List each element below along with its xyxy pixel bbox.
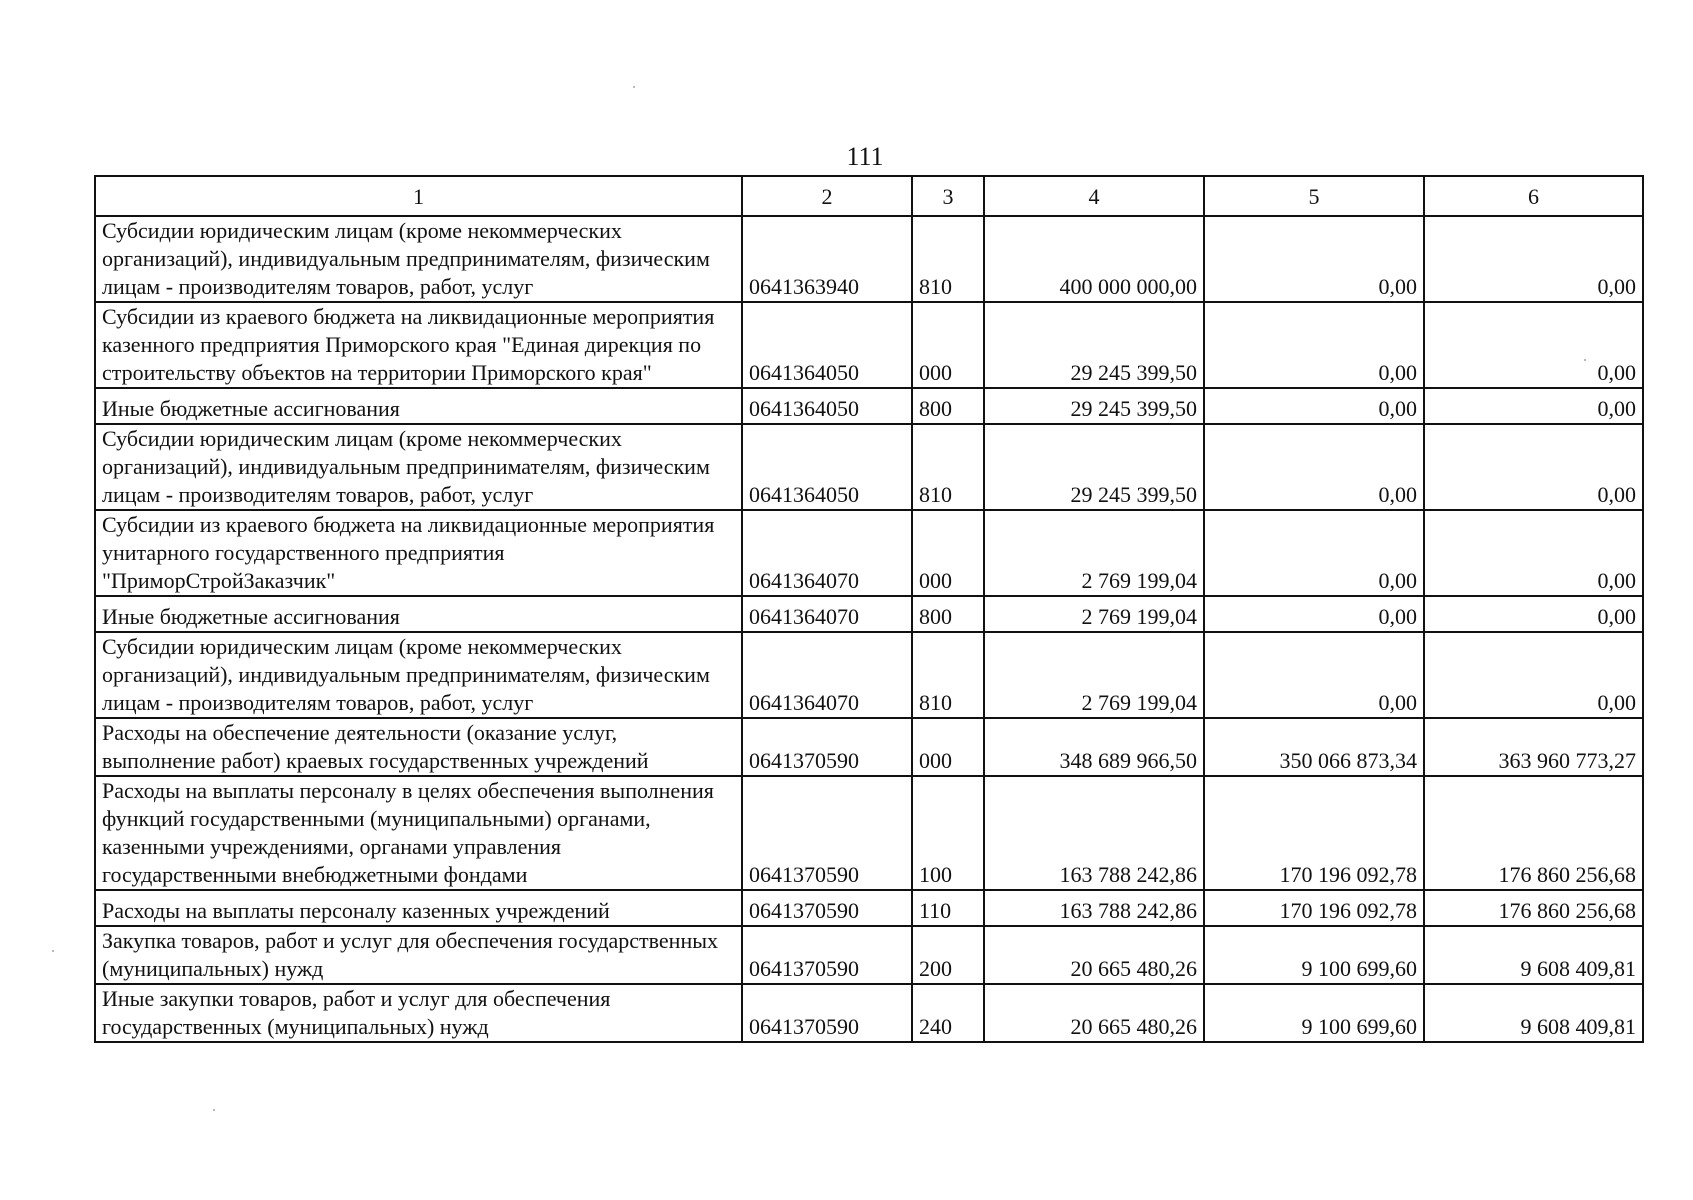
- row-amount-col4: 29 245 399,50: [984, 302, 1204, 388]
- table-row: [95, 984, 1643, 1042]
- row-amount-col6: 0,00: [1424, 510, 1643, 596]
- row-amount-col5: 0,00: [1204, 596, 1424, 632]
- table-row: [95, 302, 1643, 388]
- row-target-code: 0641364050: [742, 424, 912, 510]
- row-amount-col4: 20 665 480,26: [984, 926, 1204, 984]
- table-row: [95, 632, 1643, 718]
- row-name: Иные бюджетные ассигнования: [95, 596, 742, 632]
- row-expense-type: 000: [912, 302, 984, 388]
- row-name: Закупка товаров, работ и услуг для обеспечения государственных (муниципальных) нужд: [95, 926, 742, 984]
- row-amount-col4: 163 788 242,86: [984, 890, 1204, 926]
- row-target-code: 0641370590: [742, 890, 912, 926]
- row-amount-col5: 9 100 699,60: [1204, 984, 1424, 1042]
- row-expense-type: 000: [912, 718, 984, 776]
- scan-speck: [213, 1109, 215, 1111]
- row-amount-col6: 176 860 256,68: [1424, 776, 1643, 890]
- row-amount-col4: 2 769 199,04: [984, 510, 1204, 596]
- row-amount-col5: 9 100 699,60: [1204, 926, 1424, 984]
- row-expense-type: 810: [912, 424, 984, 510]
- row-amount-col6: 0,00: [1424, 216, 1643, 302]
- row-expense-type: 800: [912, 596, 984, 632]
- scan-speck: [52, 950, 54, 952]
- column-header-6: 6: [1424, 176, 1643, 216]
- row-amount-col6: 9 608 409,81: [1424, 926, 1643, 984]
- row-amount-col6: 176 860 256,68: [1424, 890, 1643, 926]
- column-header-5: 5: [1204, 176, 1424, 216]
- row-expense-type: 200: [912, 926, 984, 984]
- row-amount-col4: 348 689 966,50: [984, 718, 1204, 776]
- table-row: [95, 596, 1643, 632]
- table-row: [95, 388, 1643, 424]
- budget-table: [94, 175, 1644, 1043]
- row-amount-col5: 0,00: [1204, 216, 1424, 302]
- row-amount-col5: 0,00: [1204, 302, 1424, 388]
- row-name: Расходы на выплаты персоналу в целях обеспечения выполнения функций государственными (муниципальными) органами, казенными учреждениями, органами управления государственными внебюджетными фондами: [95, 776, 742, 890]
- row-amount-col5: 0,00: [1204, 632, 1424, 718]
- scan-speck: [1584, 359, 1586, 361]
- row-amount-col5: 0,00: [1204, 424, 1424, 510]
- row-amount-col6: 0,00: [1424, 388, 1643, 424]
- row-name: Расходы на выплаты персоналу казенных учреждений: [95, 890, 742, 926]
- row-name: Субсидии из краевого бюджета на ликвидационные мероприятия казенного предприятия Приморского края "Единая дирекция по строительству объектов на территории Приморского края": [95, 302, 742, 388]
- table-row: [95, 890, 1643, 926]
- row-amount-col4: 29 245 399,50: [984, 388, 1204, 424]
- table-row: [95, 216, 1643, 302]
- row-amount-col4: 20 665 480,26: [984, 984, 1204, 1042]
- row-target-code: 0641364070: [742, 596, 912, 632]
- row-target-code: 0641364050: [742, 388, 912, 424]
- row-amount-col4: 163 788 242,86: [984, 776, 1204, 890]
- column-header-4: 4: [984, 176, 1204, 216]
- column-header-2: 2: [742, 176, 912, 216]
- row-expense-type: 810: [912, 632, 984, 718]
- row-name: Субсидии юридическим лицам (кроме некоммерческих организаций), индивидуальным предпринимателям, физическим лицам - производителям товаров, работ, услуг: [95, 632, 742, 718]
- row-name: Иные закупки товаров, работ и услуг для обеспечения государственных (муниципальных) нужд: [95, 984, 742, 1042]
- row-expense-type: 110: [912, 890, 984, 926]
- row-target-code: 0641370590: [742, 776, 912, 890]
- row-target-code: 0641370590: [742, 984, 912, 1042]
- row-expense-type: 100: [912, 776, 984, 890]
- table-row: [95, 718, 1643, 776]
- row-target-code: 0641363940: [742, 216, 912, 302]
- column-header-1: 1: [95, 176, 742, 216]
- row-amount-col4: 400 000 000,00: [984, 216, 1204, 302]
- row-amount-col4: 2 769 199,04: [984, 596, 1204, 632]
- row-expense-type: 800: [912, 388, 984, 424]
- row-amount-col5: 0,00: [1204, 510, 1424, 596]
- row-amount-col5: 350 066 873,34: [1204, 718, 1424, 776]
- row-name: Субсидии юридическим лицам (кроме некоммерческих организаций), индивидуальным предпринимателям, физическим лицам - производителям товаров, работ, услуг: [95, 424, 742, 510]
- row-amount-col5: 170 196 092,78: [1204, 776, 1424, 890]
- row-amount-col6: 0,00: [1424, 302, 1643, 388]
- row-target-code: 0641364070: [742, 510, 912, 596]
- scan-speck: [633, 86, 635, 88]
- row-target-code: 0641370590: [742, 718, 912, 776]
- row-name: Субсидии юридическим лицам (кроме некоммерческих организаций), индивидуальным предпринимателям, физическим лицам - производителям товаров, работ, услуг: [95, 216, 742, 302]
- row-amount-col6: 0,00: [1424, 632, 1643, 718]
- row-amount-col6: 363 960 773,27: [1424, 718, 1643, 776]
- column-header-3: 3: [912, 176, 984, 216]
- table-row: [95, 926, 1643, 984]
- row-amount-col6: 9 608 409,81: [1424, 984, 1643, 1042]
- row-name: Расходы на обеспечение деятельности (оказание услуг, выполнение работ) краевых государственных учреждений: [95, 718, 742, 776]
- table-row: [95, 424, 1643, 510]
- row-amount-col5: 0,00: [1204, 388, 1424, 424]
- row-expense-type: 810: [912, 216, 984, 302]
- row-amount-col5: 170 196 092,78: [1204, 890, 1424, 926]
- row-amount-col4: 2 769 199,04: [984, 632, 1204, 718]
- row-name: Субсидии из краевого бюджета на ликвидационные мероприятия унитарного государственного предприятия "ПриморСтройЗаказчик": [95, 510, 742, 596]
- row-amount-col6: 0,00: [1424, 596, 1643, 632]
- row-expense-type: 000: [912, 510, 984, 596]
- row-target-code: 0641364070: [742, 632, 912, 718]
- row-expense-type: 240: [912, 984, 984, 1042]
- row-amount-col4: 29 245 399,50: [984, 424, 1204, 510]
- page-number: 111: [846, 142, 884, 171]
- header-row: [95, 176, 1643, 216]
- table-row: [95, 776, 1643, 890]
- row-name: Иные бюджетные ассигнования: [95, 388, 742, 424]
- table-row: [95, 510, 1643, 596]
- row-target-code: 0641370590: [742, 926, 912, 984]
- row-amount-col6: 0,00: [1424, 424, 1643, 510]
- row-target-code: 0641364050: [742, 302, 912, 388]
